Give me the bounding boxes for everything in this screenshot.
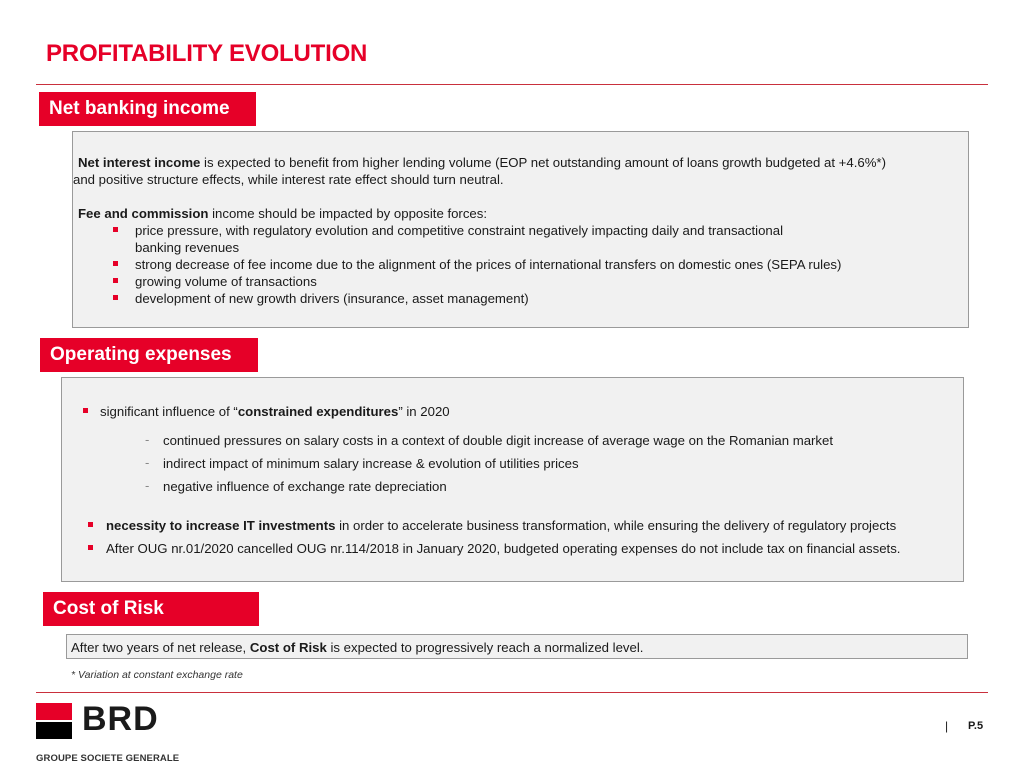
list-item: strong decrease of fee income due to the alignment of the prices of international transfers on domestic ones (SEPA rules) xyxy=(135,257,842,272)
page-separator: | xyxy=(945,719,949,733)
dash-icon: - xyxy=(145,432,150,447)
opex-bullet-1: significant influence of “constrained expenditures” in 2020 xyxy=(100,404,450,419)
fee-line: Fee and commission income should be impacted by opposite forces: xyxy=(78,206,488,221)
page-title: PROFITABILITY EVOLUTION xyxy=(46,40,368,67)
opex-bullet-3: After OUG nr.01/2020 cancelled OUG nr.114/2018 in January 2020, budgeted operating expenses do not include tax on financial assets. xyxy=(106,541,901,556)
bullet-icon xyxy=(113,295,118,300)
dash-icon: - xyxy=(145,455,150,470)
section-tag-cost-of-risk: Cost of Risk xyxy=(43,592,259,626)
bullet-icon xyxy=(113,278,118,283)
bullet-icon xyxy=(113,261,118,266)
brd-logo-text: BRD xyxy=(82,700,159,738)
footer-divider xyxy=(36,692,988,693)
list-item: development of new growth drivers (insurance, asset management) xyxy=(135,291,529,306)
footnote: * Variation at constant exchange rate xyxy=(71,669,243,681)
list-item: continued pressures on salary costs in a context of double digit increase of average wage on the Romanian market xyxy=(163,433,834,448)
list-item: negative influence of exchange rate depreciation xyxy=(163,479,447,494)
page-number: P.5 xyxy=(968,720,984,732)
bullet-icon xyxy=(88,545,93,550)
bullet-icon xyxy=(83,408,88,413)
nii-line-1: Net interest income is expected to benefit from higher lending volume (EOP net outstanding amount of loans growth budgeted at +4.6%*) xyxy=(78,155,886,170)
list-item: indirect impact of minimum salary increase & evolution of utilities prices xyxy=(163,456,579,471)
nii-line-2: and positive structure effects, while interest rate effect should turn neutral. xyxy=(73,172,504,187)
bullet-icon xyxy=(113,227,118,232)
list-item-continuation: banking revenues xyxy=(135,240,240,255)
dash-icon: - xyxy=(145,478,150,493)
group-name: GROUPE SOCIETE GENERALE xyxy=(36,753,180,764)
section-tag-operating-expenses: Operating expenses xyxy=(40,338,258,372)
list-item: price pressure, with regulatory evolution and competitive constraint negatively impacting daily and transactional xyxy=(135,223,783,238)
title-divider xyxy=(36,84,988,85)
opex-bullet-2: necessity to increase IT investments in order to accelerate business transformation, while ensuring the delivery of regulatory projects xyxy=(106,518,897,533)
brd-logo-icon xyxy=(36,703,72,739)
cost-of-risk-text: After two years of net release, Cost of Risk is expected to progressively reach a normalized level. xyxy=(71,640,644,655)
bullet-icon xyxy=(88,522,93,527)
list-item: growing volume of transactions xyxy=(135,274,317,289)
section-tag-net-banking-income: Net banking income xyxy=(39,92,256,126)
